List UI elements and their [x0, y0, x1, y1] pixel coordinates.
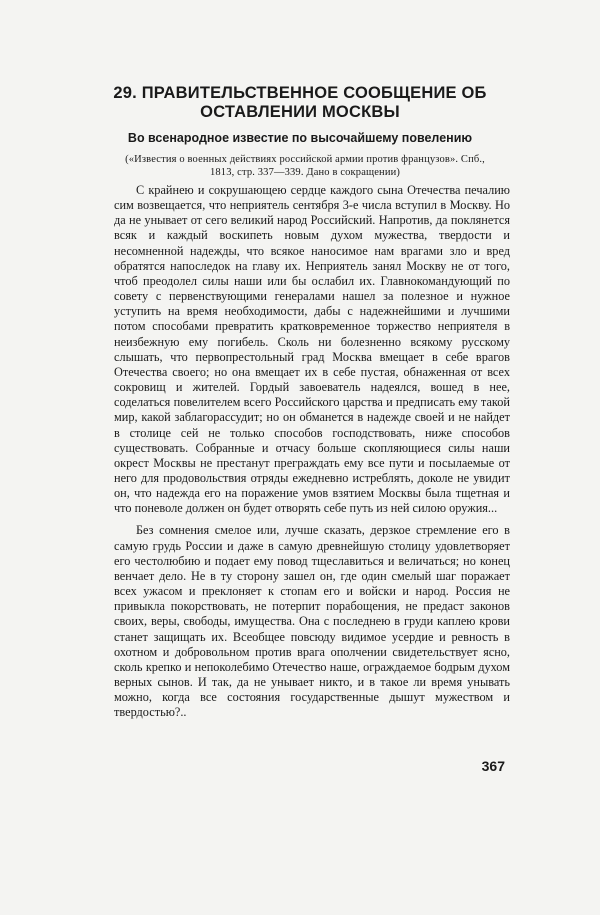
source-citation: («Известия о военных действиях российской армии против французов». Спб., 1813, стр. 337—339. Дано в сокращении)	[125, 154, 485, 178]
page-number: 367	[481, 758, 505, 774]
document-subtitle: Во всенародное известие по высочайшему повелению	[127, 131, 473, 145]
paragraph-2: Без сомнения смелое или, лучше сказать, дерзкое стремление его в самую грудь России и даже в самую древнейшую столицу удовлетворяет его честолюбию и подает ему повод тщеславиться и величаться; но конец венчает дело. Не в ту сторону зашел он, где один смелый шаг поражает всех ужасом и преклоняет к стопам его и войски и народ. Россия не привыкла покорствовать, не потерпит порабощения, не предаст законов своих, веры, свободы, имущества. Она с последнею в груди каплею крови станет защищать их. Всеобщее повсюду видимое усердие и ревность в охотном и добровольном против врага ополчении свидетельствует ясно, сколь крепко и непоколебимо Отечество наше, ограждаемое бодрым духом верных сынов. И так, да не унывает никто, и в такое ли время унывать можно, когда все состояния государственные дышут мужеством и твердостью?..	[114, 523, 510, 720]
paragraph-1: С крайнею и сокрушающею сердце каждого сына Отечества печалию сим возвещается, что неприятель сентября 3-е числа вступил в Москву. Но да не унывает от сего великий народ Российский. Напротив, да поклянется всяк и каждый воскипеть новым духом мужества, твердости и несомненной надежды, что всякое наносимое нам врагами зло и вред обратятся напоследок на главу их. Неприятель занял Москву не от того, чтоб преодолел силы наши или бы ослабил их. Главнокомандующий по совету с первенствующими генералами нашел за полезное и нужное уступить на время необходимости, дабы с надежнейшими и лучшими потом способами превратить кратковременное торжество неприятеля в неизбежную ему погибель. Сколь ни болезненно всякому русскому слышать, что первопрестольный град Москва вмещает в себе врагов Отечества своего; но она вмещает их в себе пустая, обнаженная от всех сокровищ и жителей. Гордый завоеватель надеялся, вошед в нее, соделаться повелителем всего Российского царства и предписать ему такой мир, какой заблагорассудит; но он обманется в надежде своей и не найдет в столице сей не только способов господствовать, ниже способов существовать. Собранные и отчасу больше скопляющиеся силы наши окрест Москвы не престанут преграждать ему все пути и посылаемые от него для продовольствия отряды ежедневно истреблять, доколе не увидит он, что надежда его на поражение умов взятием Москвы была тщетная и что поневоле должен он будет отворять себе путь из ней силою оружия...	[114, 183, 510, 516]
body-text	[114, 183, 510, 720]
document-title: 29. ПРАВИТЕЛЬСТВЕННОЕ СООБЩЕНИЕ ОБ ОСТАВЛЕНИИ МОСКВЫ	[113, 84, 487, 121]
